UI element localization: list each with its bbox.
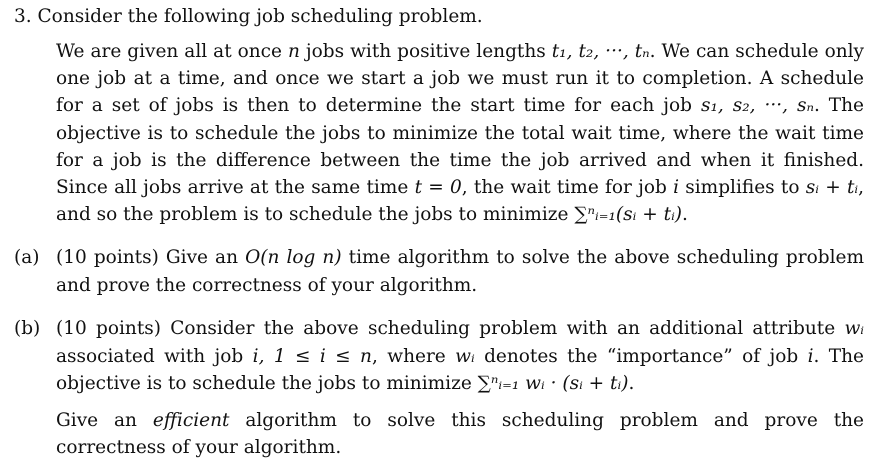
followup-segment: Give an <box>56 410 153 431</box>
part-a-label: (a) <box>14 247 40 268</box>
intro-text: , the wait time for job <box>461 177 674 199</box>
math-weighted-sum: ∑ⁿᵢ₌₁ wᵢ · (sᵢ + tᵢ) <box>477 373 629 394</box>
math-i: i <box>807 345 814 367</box>
math-weight: wᵢ <box>455 345 475 367</box>
math-objective-sum: ∑ⁿᵢ₌₁(sᵢ + tᵢ) <box>574 204 683 226</box>
problem-description <box>56 38 864 228</box>
math-t-zero: t = 0 <box>414 177 462 199</box>
part-a-text <box>56 244 864 299</box>
intro-text: We are given all at once <box>56 41 288 62</box>
math-wait-time: sᵢ + tᵢ <box>805 177 859 199</box>
math-job-lengths: t₁, t₂, ···, tₙ <box>551 41 650 62</box>
part-b-label: (b) <box>14 318 41 339</box>
intro-text: . We can schedule only one job at a time, and once we start a job we must run it to completion. A schedule for a set of jobs is then to determine the start time for each job <box>56 41 864 117</box>
part-b-segment: (10 points) Consider the above scheduling problem with an additional attribute <box>56 318 845 339</box>
problem-heading: 3. Consider the following job scheduling problem. <box>14 6 483 27</box>
part-a-segment: (10 points) Give an <box>56 247 246 268</box>
math-index-range: i, 1 ≤ i ≤ n <box>252 345 372 367</box>
math-start-times: s₁, s₂, ···, sₙ <box>700 95 814 117</box>
followup-segment: algorithm to solve this scheduling problem and prove the correctness of your algorithm. <box>56 410 864 458</box>
math-n: n <box>287 41 300 62</box>
part-b <box>14 315 864 398</box>
part-b-segment: . <box>628 373 635 394</box>
part-b-segment: . The objective is to schedule the jobs to minimize <box>56 345 864 394</box>
intro-text: . <box>682 204 688 226</box>
intro-text: simplifies to <box>679 177 806 199</box>
part-b-segment: , where <box>371 345 456 367</box>
part-b-segment: denotes the “importance” of job <box>474 345 808 367</box>
math-i: i <box>673 177 679 199</box>
intro-text: jobs with positive lengths <box>299 41 552 62</box>
part-b-text <box>56 315 864 398</box>
intro-text: , and so the problem is to schedule the jobs to minimize <box>56 177 865 226</box>
math-weight: wᵢ <box>844 318 864 339</box>
emphasis-efficient: efficient <box>152 410 230 431</box>
intro-text: . The objective is to schedule the jobs to minimize the total wait time, where the wait time for a job is the difference between the time the job arrived and when it finished. Since all jobs arrive at the same time <box>56 95 864 199</box>
math-complexity: O(n log n) <box>245 247 342 268</box>
part-b-followup <box>56 408 864 461</box>
part-a-segment: time algorithm to solve the above scheduling problem and prove the correctness of your algorithm. <box>56 247 865 296</box>
part-a <box>14 244 864 299</box>
part-b-segment: associated with job <box>56 345 253 367</box>
